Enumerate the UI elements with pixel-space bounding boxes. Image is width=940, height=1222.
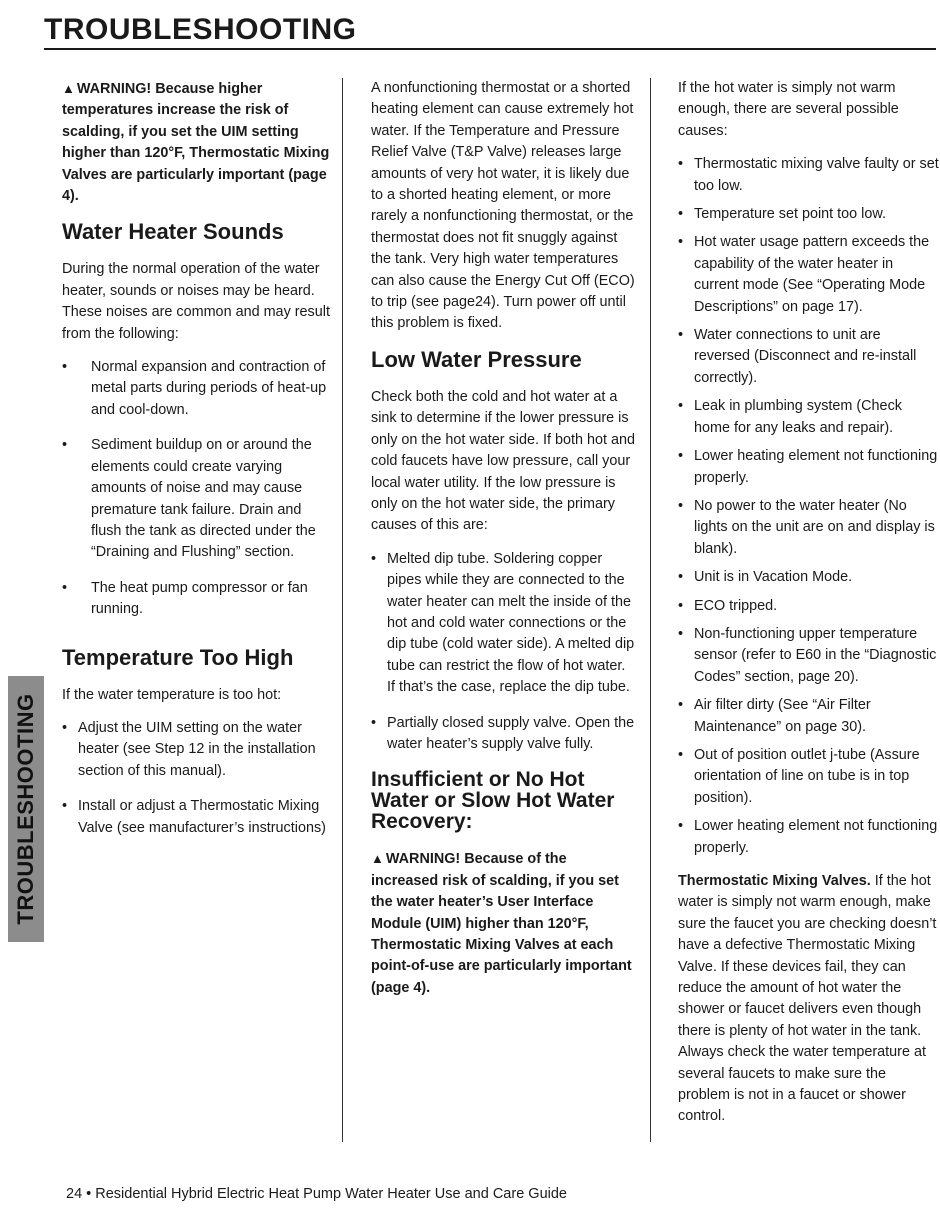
section-heading-temp-high: Temperature Too High: [62, 644, 294, 670]
list-item: • Non-functioning upper temperature sensor (refer to E60 in the “Diagnostic Codes” section, page 20).: [678, 624, 940, 688]
warning-triangle-icon: ▲: [62, 81, 75, 96]
section-heading-insufficient: Insufficient or No Hot Water or Slow Hot Water Recovery:: [371, 768, 615, 834]
warning-paragraph: [371, 848, 637, 999]
page-title: TROUBLESHOOTING: [44, 13, 357, 46]
column-1: [62, 78, 330, 851]
list-item: • Unit is in Vacation Mode.: [678, 567, 940, 588]
list-item: • Partially closed supply valve. Open the water heater’s supply valve fully.: [371, 713, 637, 756]
list-item: • Temperature set point too low.: [678, 204, 940, 225]
list-item: • Normal expansion and contraction of metal parts during periods of heat-up and cool-down.: [62, 357, 330, 421]
list-item: • Adjust the UIM setting on the water heater (see Step 12 in the installation section of this manual).: [62, 718, 330, 782]
column-3: [678, 78, 940, 1140]
section-heading-sounds: Water Heater Sounds: [62, 219, 284, 245]
sounds-list: [62, 357, 330, 620]
column-divider: [650, 78, 651, 1142]
tmv-paragraph: [678, 871, 940, 1128]
list-item: • Air filter dirty (See “Air Filter Maintenance” on page 30).: [678, 695, 940, 738]
warning-paragraph: [62, 78, 330, 207]
list-item: • ECO tripped.: [678, 596, 940, 617]
list-item: • Thermostatic mixing valve faulty or set too low.: [678, 154, 940, 197]
column-2: [371, 78, 637, 1011]
list-item: • Lower heating element not functioning properly.: [678, 446, 940, 489]
temp-high-intro: If the water temperature is too hot:: [62, 686, 282, 703]
hot-water-intro: A nonfunctioning thermostat or a shorted heating element can cause extremely hot water. If the Temperature and Pressure Relief Valve (T&P Valve) releases large amounts of very hot water, it is likely due to a shorted heating element, or more rarely a nonfunctioning thermostat, or the thermostat does not fit snuggly against the tank. Very high water temperatures can also cause the Energy Cut Off (ECO) to trip (see page24). Turn power off until this problem is fixed.: [371, 80, 635, 332]
list-item: • Out of position outlet j-tube (Assure orientation of line on tube is in top position).: [678, 745, 940, 809]
page-footer: 24 • Residential Hybrid Electric Heat Pump Water Heater Use and Care Guide: [66, 1186, 567, 1202]
list-item: • Hot water usage pattern exceeds the capability of the water heater in current mode (See “Operating Mode Descriptions” on page 17).: [678, 232, 940, 318]
low-pressure-intro: Check both the cold and hot water at a sink to determine if the lower pressure is only on the hot water side. If both hot and cold faucets have low pressure, call your local water utility. If the low pressure is only on the hot water side, the primary causes of this are:: [371, 388, 636, 534]
warning-text: WARNING! Because of the increased risk of scalding, if you set the water heater’s User Interface Module (UIM) higher than 120°F, Thermostatic Mixing Valves at each point-of-use are particularly important (page 4).: [371, 851, 632, 996]
list-item: • The heat pump compressor or fan running.: [62, 578, 330, 621]
tmv-text: If the hot water is simply not warm enough, make sure the faucet you are checking doesn’t have a defective Thermostatic Mixing Valve. If these devices fail, they can reduce the amount of hot water the shower or faucet delivers even though there is plenty of hot water in the tank. Always check the water temperature at several faucets to make sure the problem is not in a faucet or shower control.: [678, 873, 937, 1125]
causes-list: [678, 154, 940, 859]
warning-triangle-icon: ▲: [371, 851, 384, 867]
list-item: • Install or adjust a Thermostatic Mixing Valve (see manufacturer’s instructions): [62, 796, 330, 839]
causes-intro: If the hot water is simply not warm enough, there are several possible causes:: [678, 80, 899, 139]
side-tab: [8, 676, 44, 942]
list-item: • Water connections to unit are reversed (Disconnect and re-install correctly).: [678, 325, 940, 389]
page-header: [44, 12, 936, 50]
temp-high-list: [62, 718, 330, 839]
list-item: • Lower heating element not functioning properly.: [678, 816, 940, 859]
list-item: • No power to the water heater (No lights on the unit are on and display is blank).: [678, 496, 940, 560]
list-item: • Sediment buildup on or around the elements could create varying amounts of noise and may cause premature tank failure. Drain and flush the tank as directed under the “Draining and Flushing” section.: [62, 435, 330, 563]
side-tab-label: TROUBLESHOOTING: [13, 693, 38, 925]
list-item: • Melted dip tube. Soldering copper pipes while they are connected to the water heater can melt the inside of the hot and cold water connections or the dip tube (cold water side). A melted dip tube can restrict the flow of hot water. If that’s the case, replace the dip tube.: [371, 549, 637, 699]
tmv-lead: Thermostatic Mixing Valves.: [678, 873, 871, 889]
column-divider: [342, 78, 343, 1142]
sounds-intro: During the normal operation of the water heater, sounds or noises may be heard. These noises are common and may result from the following:: [62, 261, 330, 342]
low-pressure-list: [371, 549, 637, 756]
list-item: • Leak in plumbing system (Check home for any leaks and repair).: [678, 396, 940, 439]
section-heading-low-pressure: Low Water Pressure: [371, 346, 582, 372]
warning-text: WARNING! Because higher temperatures increase the risk of scalding, if you set the UIM setting higher than 120°F, Thermostatic Mixing Valves are particularly important (page 4).: [62, 81, 330, 205]
